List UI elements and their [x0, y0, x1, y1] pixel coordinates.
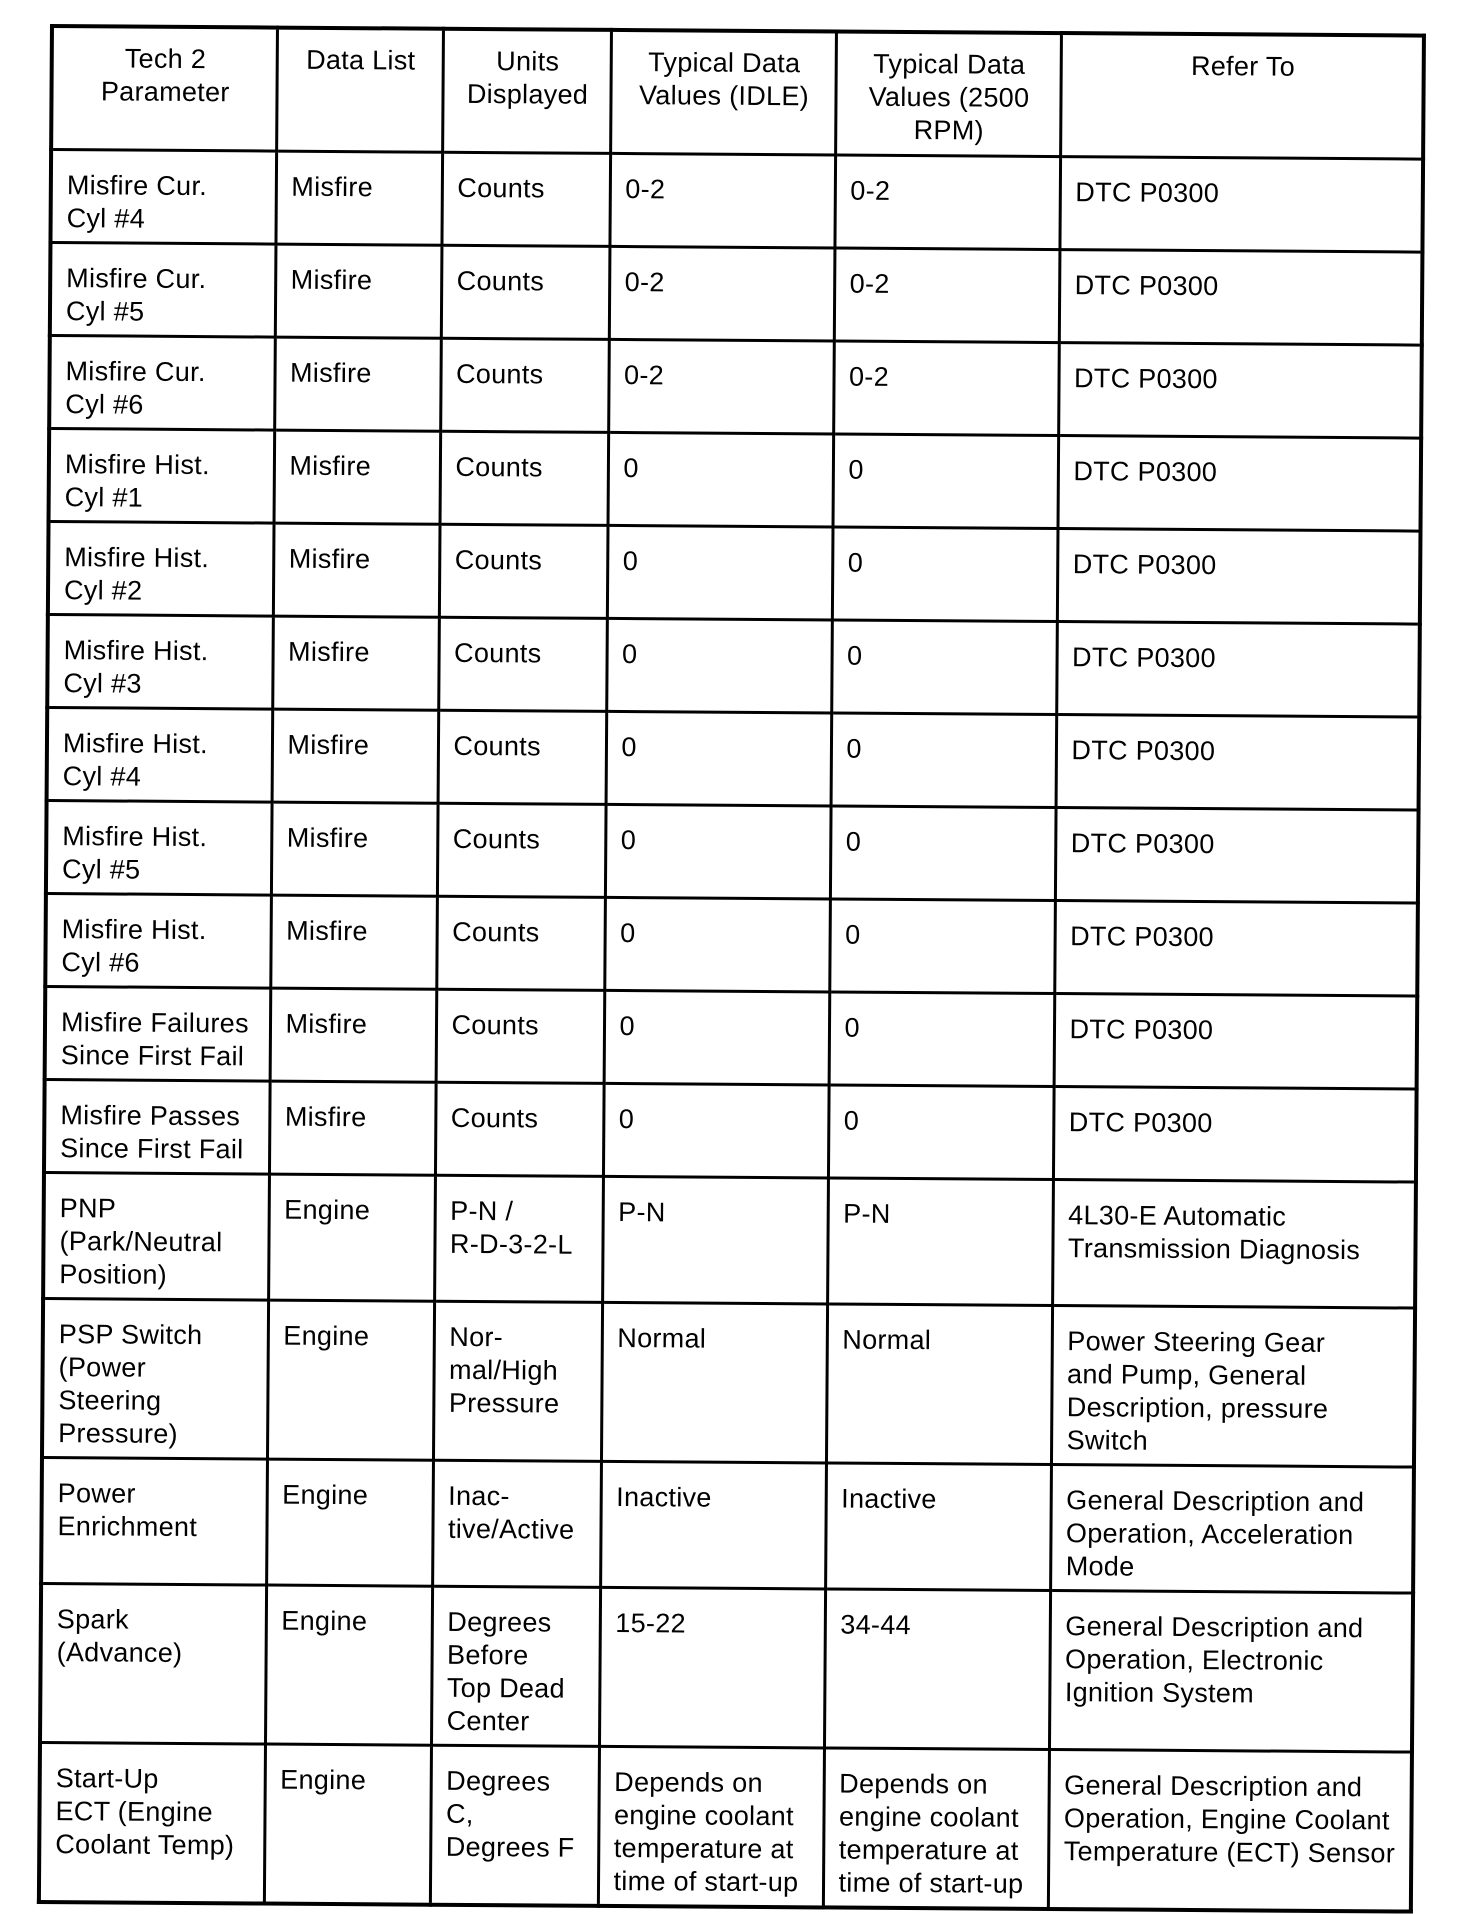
table-row — [50, 150, 1423, 253]
cell-data-list: Misfire — [275, 244, 442, 338]
cell-2500rpm-value: 0 — [829, 899, 1055, 994]
cell-data-list: Engine — [266, 1459, 433, 1586]
cell-refer-to: DTC P0300 — [1057, 529, 1421, 625]
cell-idle-value: 0 — [606, 618, 832, 713]
cell-idle-value: 0 — [603, 1083, 829, 1178]
cell-idle-value: 0 — [606, 711, 832, 806]
header-refer-to: Refer To — [1060, 33, 1424, 159]
table-row — [44, 1079, 1417, 1182]
header-units-displayed: Units Displayed — [442, 29, 611, 154]
cell-2500rpm-value: 0-2 — [834, 248, 1060, 343]
cell-refer-to: 4L30-E Automatic Transmission Diagnosis — [1052, 1180, 1416, 1309]
cell-units: Nor- mal/High Pressure — [433, 1301, 602, 1461]
cell-2500rpm-value: Normal — [826, 1304, 1052, 1465]
cell-units: Counts — [437, 803, 606, 897]
cell-2500rpm-value: 0 — [833, 434, 1059, 529]
table-row — [45, 893, 1418, 996]
cell-refer-to: DTC P0300 — [1054, 994, 1418, 1090]
cell-data-list: Misfire — [272, 616, 439, 710]
cell-data-list: Misfire — [270, 988, 437, 1082]
cell-data-list: Misfire — [269, 1081, 436, 1175]
cell-refer-to: DTC P0300 — [1058, 343, 1422, 439]
cell-parameter: Misfire Hist. Cyl #3 — [47, 614, 273, 709]
cell-refer-to: DTC P0300 — [1058, 436, 1422, 532]
table-row — [47, 707, 1420, 810]
cell-idle-value: 0 — [605, 804, 831, 899]
cell-idle-value: 0 — [607, 525, 833, 620]
table-body — [39, 150, 1423, 1912]
cell-idle-value: 0 — [604, 990, 830, 1085]
tech2-parameter-table — [37, 24, 1426, 1914]
cell-refer-to: DTC P0300 — [1059, 250, 1423, 346]
cell-2500rpm-value: 0 — [832, 527, 1058, 622]
cell-units: Inac- tive/Active — [432, 1460, 601, 1587]
cell-refer-to: DTC P0300 — [1056, 715, 1420, 811]
cell-data-list: Engine — [268, 1174, 435, 1301]
cell-data-list: Engine — [265, 1585, 432, 1745]
cell-units: Counts — [436, 896, 605, 990]
cell-parameter: Misfire Cur. Cyl #6 — [49, 336, 275, 431]
cell-units: Counts — [438, 710, 607, 804]
document-page — [37, 24, 1422, 1914]
cell-parameter: Misfire Cur. Cyl #4 — [50, 150, 276, 245]
cell-2500rpm-value: 0 — [828, 1085, 1054, 1180]
cell-idle-value: 15-22 — [599, 1587, 825, 1748]
cell-parameter: Misfire Failures Since First Fail — [45, 986, 271, 1081]
cell-refer-to: DTC P0300 — [1053, 1087, 1417, 1183]
cell-data-list: Misfire — [273, 523, 440, 617]
header-typical-2500rpm: Typical Data Values (2500 RPM) — [835, 31, 1061, 156]
cell-refer-to: DTC P0300 — [1059, 157, 1423, 253]
table-row — [42, 1298, 1415, 1467]
cell-units: Counts — [441, 245, 610, 339]
cell-idle-value: Normal — [601, 1302, 827, 1463]
table-row — [50, 243, 1423, 346]
cell-2500rpm-value: 34-44 — [824, 1589, 1050, 1750]
cell-2500rpm-value: Depends on engine coolant temperature at time of start-up — [823, 1748, 1049, 1909]
table-row — [40, 1583, 1413, 1752]
cell-idle-value: 0-2 — [608, 339, 834, 434]
cell-refer-to: General Description and Operation, Electronic Ignition System — [1049, 1591, 1413, 1753]
cell-data-list: Misfire — [272, 709, 439, 803]
table-row — [49, 429, 1422, 532]
cell-parameter: Power Enrichment — [41, 1457, 267, 1585]
cell-idle-value: P-N — [602, 1176, 828, 1304]
cell-units: Counts — [440, 338, 609, 432]
cell-refer-to: DTC P0300 — [1056, 622, 1420, 718]
cell-parameter: Misfire Hist. Cyl #5 — [46, 800, 272, 895]
table-row — [46, 800, 1419, 903]
cell-units: Counts — [441, 152, 610, 246]
cell-data-list: Engine — [264, 1744, 431, 1905]
cell-units: Counts — [435, 1082, 604, 1176]
cell-units: Counts — [436, 989, 605, 1083]
cell-2500rpm-value: 0 — [829, 992, 1055, 1087]
table-row — [47, 614, 1420, 717]
cell-refer-to: DTC P0300 — [1055, 808, 1419, 904]
cell-2500rpm-value: 0-2 — [834, 155, 1060, 250]
cell-parameter: Misfire Cur. Cyl #5 — [50, 243, 276, 338]
header-typical-idle: Typical Data Values (IDLE) — [610, 30, 836, 155]
table-row — [49, 336, 1422, 439]
cell-units: P-N / R-D-3-2-L — [434, 1175, 603, 1302]
cell-units: Counts — [439, 524, 608, 618]
cell-2500rpm-value: 0 — [831, 620, 1057, 715]
table-row — [39, 1742, 1412, 1911]
cell-idle-value: 0 — [604, 897, 830, 992]
header-row — [51, 26, 1424, 159]
cell-parameter: Misfire Hist. Cyl #4 — [47, 707, 273, 802]
cell-parameter: Spark (Advance) — [40, 1583, 266, 1744]
cell-units: Counts — [438, 617, 607, 711]
cell-data-list: Misfire — [275, 151, 442, 245]
cell-data-list: Misfire — [270, 895, 437, 989]
table-row — [45, 986, 1418, 1089]
cell-idle-value: 0-2 — [609, 153, 835, 248]
cell-refer-to: DTC P0300 — [1054, 901, 1418, 997]
cell-parameter: PSP Switch (Power Steering Pressure) — [42, 1298, 268, 1459]
header-tech2-parameter: Tech 2 Parameter — [51, 26, 277, 151]
cell-parameter: Misfire Hist. Cyl #2 — [48, 522, 274, 617]
cell-parameter: Misfire Hist. Cyl #1 — [49, 429, 275, 524]
cell-parameter: PNP (Park/Neutral Position) — [43, 1172, 269, 1300]
cell-data-list: Misfire — [274, 430, 441, 524]
cell-2500rpm-value: 0-2 — [833, 341, 1059, 436]
cell-idle-value: Depends on engine coolant temperature at time of start-up — [598, 1746, 824, 1907]
cell-parameter: Misfire Passes Since First Fail — [44, 1079, 270, 1174]
cell-units: Degrees C, Degrees F — [430, 1745, 599, 1906]
cell-parameter: Start-Up ECT (Engine Coolant Temp) — [39, 1742, 265, 1903]
cell-idle-value: 0-2 — [609, 246, 835, 341]
table-row — [43, 1172, 1416, 1308]
cell-2500rpm-value: Inactive — [825, 1463, 1051, 1591]
cell-parameter: Misfire Hist. Cyl #6 — [45, 893, 271, 988]
cell-data-list: Engine — [267, 1300, 434, 1460]
cell-2500rpm-value: 0 — [830, 806, 1056, 901]
header-data-list: Data List — [276, 28, 443, 153]
cell-units: Counts — [440, 431, 609, 525]
cell-data-list: Misfire — [271, 802, 438, 896]
cell-units: Degrees Before Top Dead Center — [431, 1586, 600, 1746]
cell-data-list: Misfire — [274, 337, 441, 431]
cell-refer-to: General Description and Operation, Engine Coolant Temperature (ECT) Sensor — [1048, 1750, 1412, 1912]
table-row — [41, 1457, 1414, 1593]
cell-idle-value: 0 — [608, 432, 834, 527]
table-row — [48, 522, 1421, 625]
cell-refer-to: Power Steering Gear and Pump, General Description, pressure Switch — [1051, 1306, 1415, 1468]
cell-2500rpm-value: 0 — [831, 713, 1057, 808]
cell-2500rpm-value: P-N — [827, 1178, 1053, 1306]
cell-idle-value: Inactive — [600, 1461, 826, 1589]
cell-refer-to: General Description and Operation, Acceleration Mode — [1050, 1465, 1414, 1594]
